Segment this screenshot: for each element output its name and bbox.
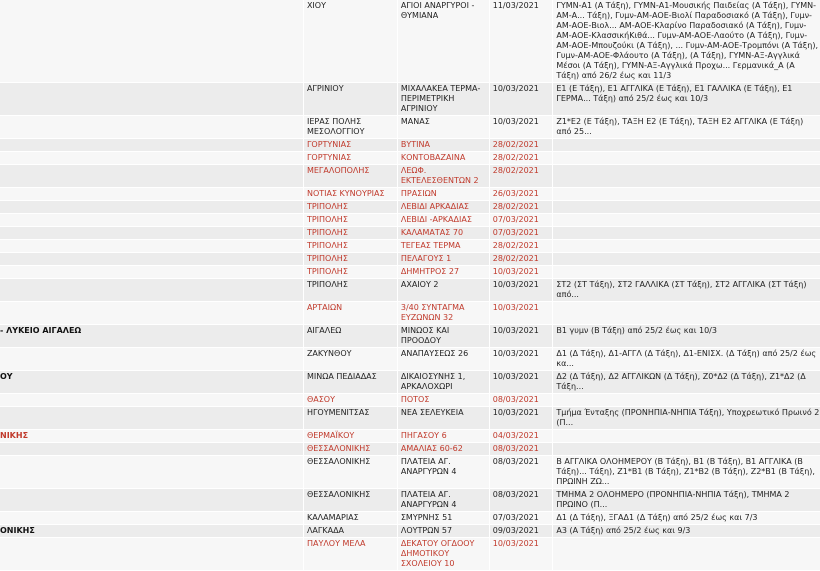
table-row <box>0 279 820 302</box>
date-cell: 04/03/2021 <box>489 430 553 443</box>
date-cell: 10/03/2021 <box>489 538 553 571</box>
classes-cell: Ζ1*Ε2 (Ε Τάξη), ΤΑΞΗ Ε2 (Ε Τάξη), ΤΑΞΗ Ε2 ΑΓΓΛΙΚΑ (Ε Τάξη) από 25... <box>553 116 820 139</box>
table-row <box>0 266 820 279</box>
table-row <box>0 253 820 266</box>
municipality-cell: ΘΕΡΜΑΪΚΟΥ <box>303 430 397 443</box>
municipality-cell: ΧΙΟΥ <box>303 0 397 83</box>
region-cell <box>0 214 303 227</box>
classes-cell <box>553 214 820 227</box>
address-cell: ΑΓΙΟΙ ΑΝΑΡΓΥΡΟΙ - ΘΥΜΙΑΝΑ <box>397 0 489 83</box>
classes-cell: Δ2 (Δ Τάξη), Δ2 ΑΓΓΛΙΚΩΝ (Δ Τάξη), Ζ0*Δ2 (Δ Τάξη), Ζ1*Δ2 (Δ Τάξη... <box>553 371 820 394</box>
address-cell: ΜΙΝΩΟΣ ΚΑΙ ΠΡΟΟΔΟΥ <box>397 325 489 348</box>
address-cell: ΠΗΓΑΣΟΥ 6 <box>397 430 489 443</box>
table-row <box>0 489 820 512</box>
classes-cell <box>553 188 820 201</box>
address-cell: ΣΜΥΡΝΗΣ 51 <box>397 512 489 525</box>
municipality-cell: ΚΑΛΑΜΑΡΙΑΣ <box>303 512 397 525</box>
date-cell: 28/02/2021 <box>489 165 553 188</box>
region-cell <box>0 443 303 456</box>
address-cell: ΔΗΜΗΤΡΟΣ 27 <box>397 266 489 279</box>
address-cell: ΚΑΛΑΜΑΤΑΣ 70 <box>397 227 489 240</box>
address-cell: ΜΑΝΑΣ <box>397 116 489 139</box>
table-row <box>0 456 820 489</box>
table-row <box>0 538 820 571</box>
region-cell <box>0 253 303 266</box>
municipality-cell: ΗΓΟΥΜΕΝΙΤΣΑΣ <box>303 407 397 430</box>
municipality-cell: ΤΡΙΠΟΛΗΣ <box>303 253 397 266</box>
table-row <box>0 227 820 240</box>
region-cell <box>0 83 303 116</box>
region-cell <box>0 116 303 139</box>
address-cell: ΔΙΚΑΙΟΣΥΝΗΣ 1, ΑΡΚΑΛΟΧΩΡΙ <box>397 371 489 394</box>
date-cell: 28/02/2021 <box>489 240 553 253</box>
address-cell: ΜΙΧΑΛΑΚΕΑ ΤΕΡΜΑ-ΠΕΡΙΜΕΤΡΙΚΗ ΑΓΡΙΝΙΟΥ <box>397 83 489 116</box>
region-cell <box>0 538 303 571</box>
municipality-cell: ΑΓΡΙΝΙΟΥ <box>303 83 397 116</box>
date-cell: 10/03/2021 <box>489 116 553 139</box>
classes-cell <box>553 165 820 188</box>
municipality-cell: ΝΟΤΙΑΣ ΚΥΝΟΥΡΙΑΣ <box>303 188 397 201</box>
region-cell <box>0 456 303 489</box>
municipality-cell: ΜΕΓΑΛΟΠΟΛΗΣ <box>303 165 397 188</box>
municipality-cell: ΘΑΣΟΥ <box>303 394 397 407</box>
table-row <box>0 201 820 214</box>
date-cell: 10/03/2021 <box>489 302 553 325</box>
municipality-cell: ΑΙΓΑΛΕΩ <box>303 325 397 348</box>
table-row <box>0 240 820 253</box>
region-cell <box>0 0 303 83</box>
region-cell: - ΛΥΚΕΙΟ ΑΙΓΑΛΕΩ <box>0 325 303 348</box>
date-cell: 07/03/2021 <box>489 214 553 227</box>
classes-cell <box>553 394 820 407</box>
address-cell: ΑΝΑΠΑΥΣΕΩΣ 26 <box>397 348 489 371</box>
classes-cell: ΤΜΗΜΑ 2 ΟΛΟΗΜΕΡΟ (ΠΡΟΝΗΠΙΑ-ΝΗΠΙΑ Τάξη), ΤΜΗΜΑ 2 ΠΡΩΙΝΟ (Π... <box>553 489 820 512</box>
table-row <box>0 139 820 152</box>
date-cell: 09/03/2021 <box>489 525 553 538</box>
address-cell: ΤΕΓΕΑΣ ΤΕΡΜΑ <box>397 240 489 253</box>
table-row <box>0 394 820 407</box>
table-row <box>0 165 820 188</box>
classes-cell <box>553 152 820 165</box>
region-cell <box>0 266 303 279</box>
date-cell: 08/03/2021 <box>489 394 553 407</box>
date-cell: 28/02/2021 <box>489 253 553 266</box>
date-cell: 08/03/2021 <box>489 489 553 512</box>
region-cell: ΝΙΚΗΣ <box>0 430 303 443</box>
address-cell: ΛΕΒΙΔΙ -ΑΡΚΑΔΙΑΣ <box>397 214 489 227</box>
date-cell: 10/03/2021 <box>489 407 553 430</box>
region-cell <box>0 227 303 240</box>
address-cell: 3/40 ΣΥΝΤΑΓΜΑ ΕΥΖΩΝΩΝ 32 <box>397 302 489 325</box>
municipality-cell: ΤΡΙΠΟΛΗΣ <box>303 201 397 214</box>
date-cell: 28/02/2021 <box>489 201 553 214</box>
table-row <box>0 430 820 443</box>
classes-cell <box>553 139 820 152</box>
classes-cell <box>553 227 820 240</box>
region-cell <box>0 240 303 253</box>
date-cell: 11/03/2021 <box>489 0 553 83</box>
municipality-cell: ΛΑΓΚΑΔΑ <box>303 525 397 538</box>
table-row <box>0 302 820 325</box>
classes-cell: Β ΑΓΓΛΙΚΑ ΟΛΟΗΜΕΡΟΥ (Β Τάξη), Β1 (Β Τάξη), Β1 ΑΓΓΛΙΚΑ (Β Τάξη)... Τάξη), Ζ1*Β1 (Β Τάξη), Ζ1*Β2 (Β Τάξη), Ζ2*Β1 (Β Τάξη), ΠΡΩΙΝΗ ΖΩ... <box>553 456 820 489</box>
address-cell: ΚΟΝΤΟΒΑΖΑΙΝΑ <box>397 152 489 165</box>
date-cell: 26/03/2021 <box>489 188 553 201</box>
municipality-cell: ΓΟΡΤΥΝΙΑΣ <box>303 152 397 165</box>
address-cell: ΛΟΥΤΡΩΝ 57 <box>397 525 489 538</box>
classes-cell: Δ1 (Δ Τάξη), ΞΓΑΔ1 (Δ Τάξη) από 25/2 έως και 7/3 <box>553 512 820 525</box>
table-row <box>0 116 820 139</box>
date-cell: 07/03/2021 <box>489 512 553 525</box>
municipality-cell: ΤΡΙΠΟΛΗΣ <box>303 266 397 279</box>
region-cell <box>0 188 303 201</box>
classes-cell <box>553 266 820 279</box>
region-cell <box>0 302 303 325</box>
classes-cell <box>553 253 820 266</box>
region-cell <box>0 348 303 371</box>
date-cell: 10/03/2021 <box>489 279 553 302</box>
table-row <box>0 188 820 201</box>
region-cell <box>0 407 303 430</box>
address-cell: ΠΕΛΑΓΟΥΣ 1 <box>397 253 489 266</box>
address-cell: ΛΕΒΙΔΙ ΑΡΚΑΔΙΑΣ <box>397 201 489 214</box>
address-cell: ΠΟΤΟΣ <box>397 394 489 407</box>
region-cell <box>0 152 303 165</box>
classes-cell: Δ1 (Δ Τάξη), Δ1-ΑΓΓΛ (Δ Τάξη), Δ1-ΕΝΙΣΧ. (Δ Τάξη) από 25/2 έως κα... <box>553 348 820 371</box>
classes-cell <box>553 201 820 214</box>
table-row <box>0 0 820 83</box>
classes-cell <box>553 430 820 443</box>
date-cell: 07/03/2021 <box>489 227 553 240</box>
address-cell: ΠΛΑΤΕΙΑ ΑΓ. ΑΝΑΡΓΥΡΩΝ 4 <box>397 456 489 489</box>
address-cell: ΠΡΑΣΙΩΝ <box>397 188 489 201</box>
classes-cell: Α3 (Α Τάξη) από 25/2 έως και 9/3 <box>553 525 820 538</box>
municipality-cell: ΤΡΙΠΟΛΗΣ <box>303 279 397 302</box>
date-cell: 10/03/2021 <box>489 266 553 279</box>
municipality-cell: ΠΑΥΛΟΥ ΜΕΛΑ <box>303 538 397 571</box>
date-cell: 28/02/2021 <box>489 152 553 165</box>
table-row <box>0 407 820 430</box>
municipality-cell: ΘΕΣΣΑΛΟΝΙΚΗΣ <box>303 489 397 512</box>
classes-cell <box>553 240 820 253</box>
municipality-cell: ΤΡΙΠΟΛΗΣ <box>303 214 397 227</box>
date-cell: 10/03/2021 <box>489 348 553 371</box>
municipality-cell: ΘΕΣΣΑΛΟΝΙΚΗΣ <box>303 443 397 456</box>
table-row <box>0 443 820 456</box>
classes-cell: ΓΥΜΝ-Α1 (Α Τάξη), ΓΥΜΝ-Α1-Μουσικής Παιδείας (Α Τάξη), ΓΥΜΝ-ΑΜ-Α... Τάξη), Γυμν-ΑΜ-ΑΟΕ-Βιολί Παραδοσιακό (Α Τάξη), Γυμν-ΑΜ-ΑΟΕ-Βιολ... ΑΜ-ΑΟΕ-Κλαρίνο Παραδοσιακό (Α Τάξη), Γυμν-ΑΜ-ΑΟΕ-ΚλασσικήΚιθά... Γυμν-ΑΜ-ΑΟΕ-Λαούτο (Α Τάξη), Γυμν-ΑΜ-ΑΟΕ-Μπουζούκι (Α Τάξη), ... Γυμν-ΑΜ-ΑΟΕ-Τρομπόνι (Α Τάξη), Γυμν-ΑΜ-ΑΟΕ-Φλάουτο (Α Τάξη), (Α Τάξη), ΓΥΜΝ-ΑΞ-Αγγλικά Μέσοι (Α Τάξη), ΓΥΜΝ-ΑΞ-Αγγλικά Προχω... Γερμανικά_Α (Α Τάξη) από 26/2 έως και 11/3 <box>553 0 820 83</box>
classes-cell: Β1 γυμν (Β Τάξη) από 25/2 έως και 10/3 <box>553 325 820 348</box>
table-row <box>0 152 820 165</box>
date-cell: 08/03/2021 <box>489 456 553 489</box>
municipality-cell: ΑΡΤΑΙΩΝ <box>303 302 397 325</box>
table-row <box>0 214 820 227</box>
region-cell <box>0 165 303 188</box>
address-cell: ΔΕΚΑΤΟΥ ΟΓΔΟΟΥ ΔΗΜΟΤΙΚΟΥ ΣΧΟΛΕΙΟΥ 10 <box>397 538 489 571</box>
region-cell <box>0 489 303 512</box>
classes-cell: ΣΤ2 (ΣΤ Τάξη), ΣΤ2 ΓΑΛΛΙΚΑ (ΣΤ Τάξη), ΣΤ2 ΑΓΓΛΙΚΑ (ΣΤ Τάξη) από... <box>553 279 820 302</box>
date-cell: 10/03/2021 <box>489 371 553 394</box>
municipality-cell: ΙΕΡΑΣ ΠΟΛΗΣ ΜΕΣΟΛΟΓΓΙΟΥ <box>303 116 397 139</box>
address-cell: ΑΜΑΛΙΑΣ 60-62 <box>397 443 489 456</box>
address-cell: ΝΕΑ ΣΕΛΕΥΚΕΙΑ <box>397 407 489 430</box>
region-cell <box>0 279 303 302</box>
classes-cell <box>553 302 820 325</box>
region-cell <box>0 394 303 407</box>
municipality-cell: ΓΟΡΤΥΝΙΑΣ <box>303 139 397 152</box>
municipality-cell: ΖΑΚΥΝΘΟΥ <box>303 348 397 371</box>
table-row <box>0 512 820 525</box>
address-cell: ΒΥΤΙΝΑ <box>397 139 489 152</box>
municipality-cell: ΤΡΙΠΟΛΗΣ <box>303 227 397 240</box>
region-cell: ΟΥ <box>0 371 303 394</box>
date-cell: 10/03/2021 <box>489 325 553 348</box>
date-cell: 10/03/2021 <box>489 83 553 116</box>
classes-cell <box>553 443 820 456</box>
table-row <box>0 348 820 371</box>
municipality-cell: ΤΡΙΠΟΛΗΣ <box>303 240 397 253</box>
classes-cell: Ε1 (Ε Τάξη), Ε1 ΑΓΓΛΙΚΑ (Ε Τάξη), Ε1 ΓΑΛΛΙΚΑ (Ε Τάξη), Ε1 ΓΕΡΜΑ... Τάξη) από 25/2 έως και 10/3 <box>553 83 820 116</box>
date-cell: 28/02/2021 <box>489 139 553 152</box>
date-cell: 08/03/2021 <box>489 443 553 456</box>
classes-cell: Τμήμα Ένταξης (ΠΡΟΝΗΠΙΑ-ΝΗΠΙΑ Τάξη), Υποχρεωτικό Πρωινό 2 (Π... <box>553 407 820 430</box>
region-cell <box>0 201 303 214</box>
address-cell: ΛΕΩΦ. ΕΚΤΕΛΕΣΘΕΝΤΩΝ 2 <box>397 165 489 188</box>
municipality-cell: ΘΕΣΣΑΛΟΝΙΚΗΣ <box>303 456 397 489</box>
table-row <box>0 525 820 538</box>
region-cell: ΟΝΙΚΗΣ <box>0 525 303 538</box>
table-row <box>0 371 820 394</box>
address-cell: ΠΛΑΤΕΙΑ ΑΓ. ΑΝΑΡΓΥΡΩΝ 4 <box>397 489 489 512</box>
address-cell: ΑΧΑΙΟΥ 2 <box>397 279 489 302</box>
region-cell <box>0 139 303 152</box>
municipality-cell: ΜΙΝΩΑ ΠΕΔΙΑΔΑΣ <box>303 371 397 394</box>
table-row <box>0 83 820 116</box>
table-row <box>0 325 820 348</box>
classes-cell <box>553 538 820 571</box>
region-cell <box>0 512 303 525</box>
